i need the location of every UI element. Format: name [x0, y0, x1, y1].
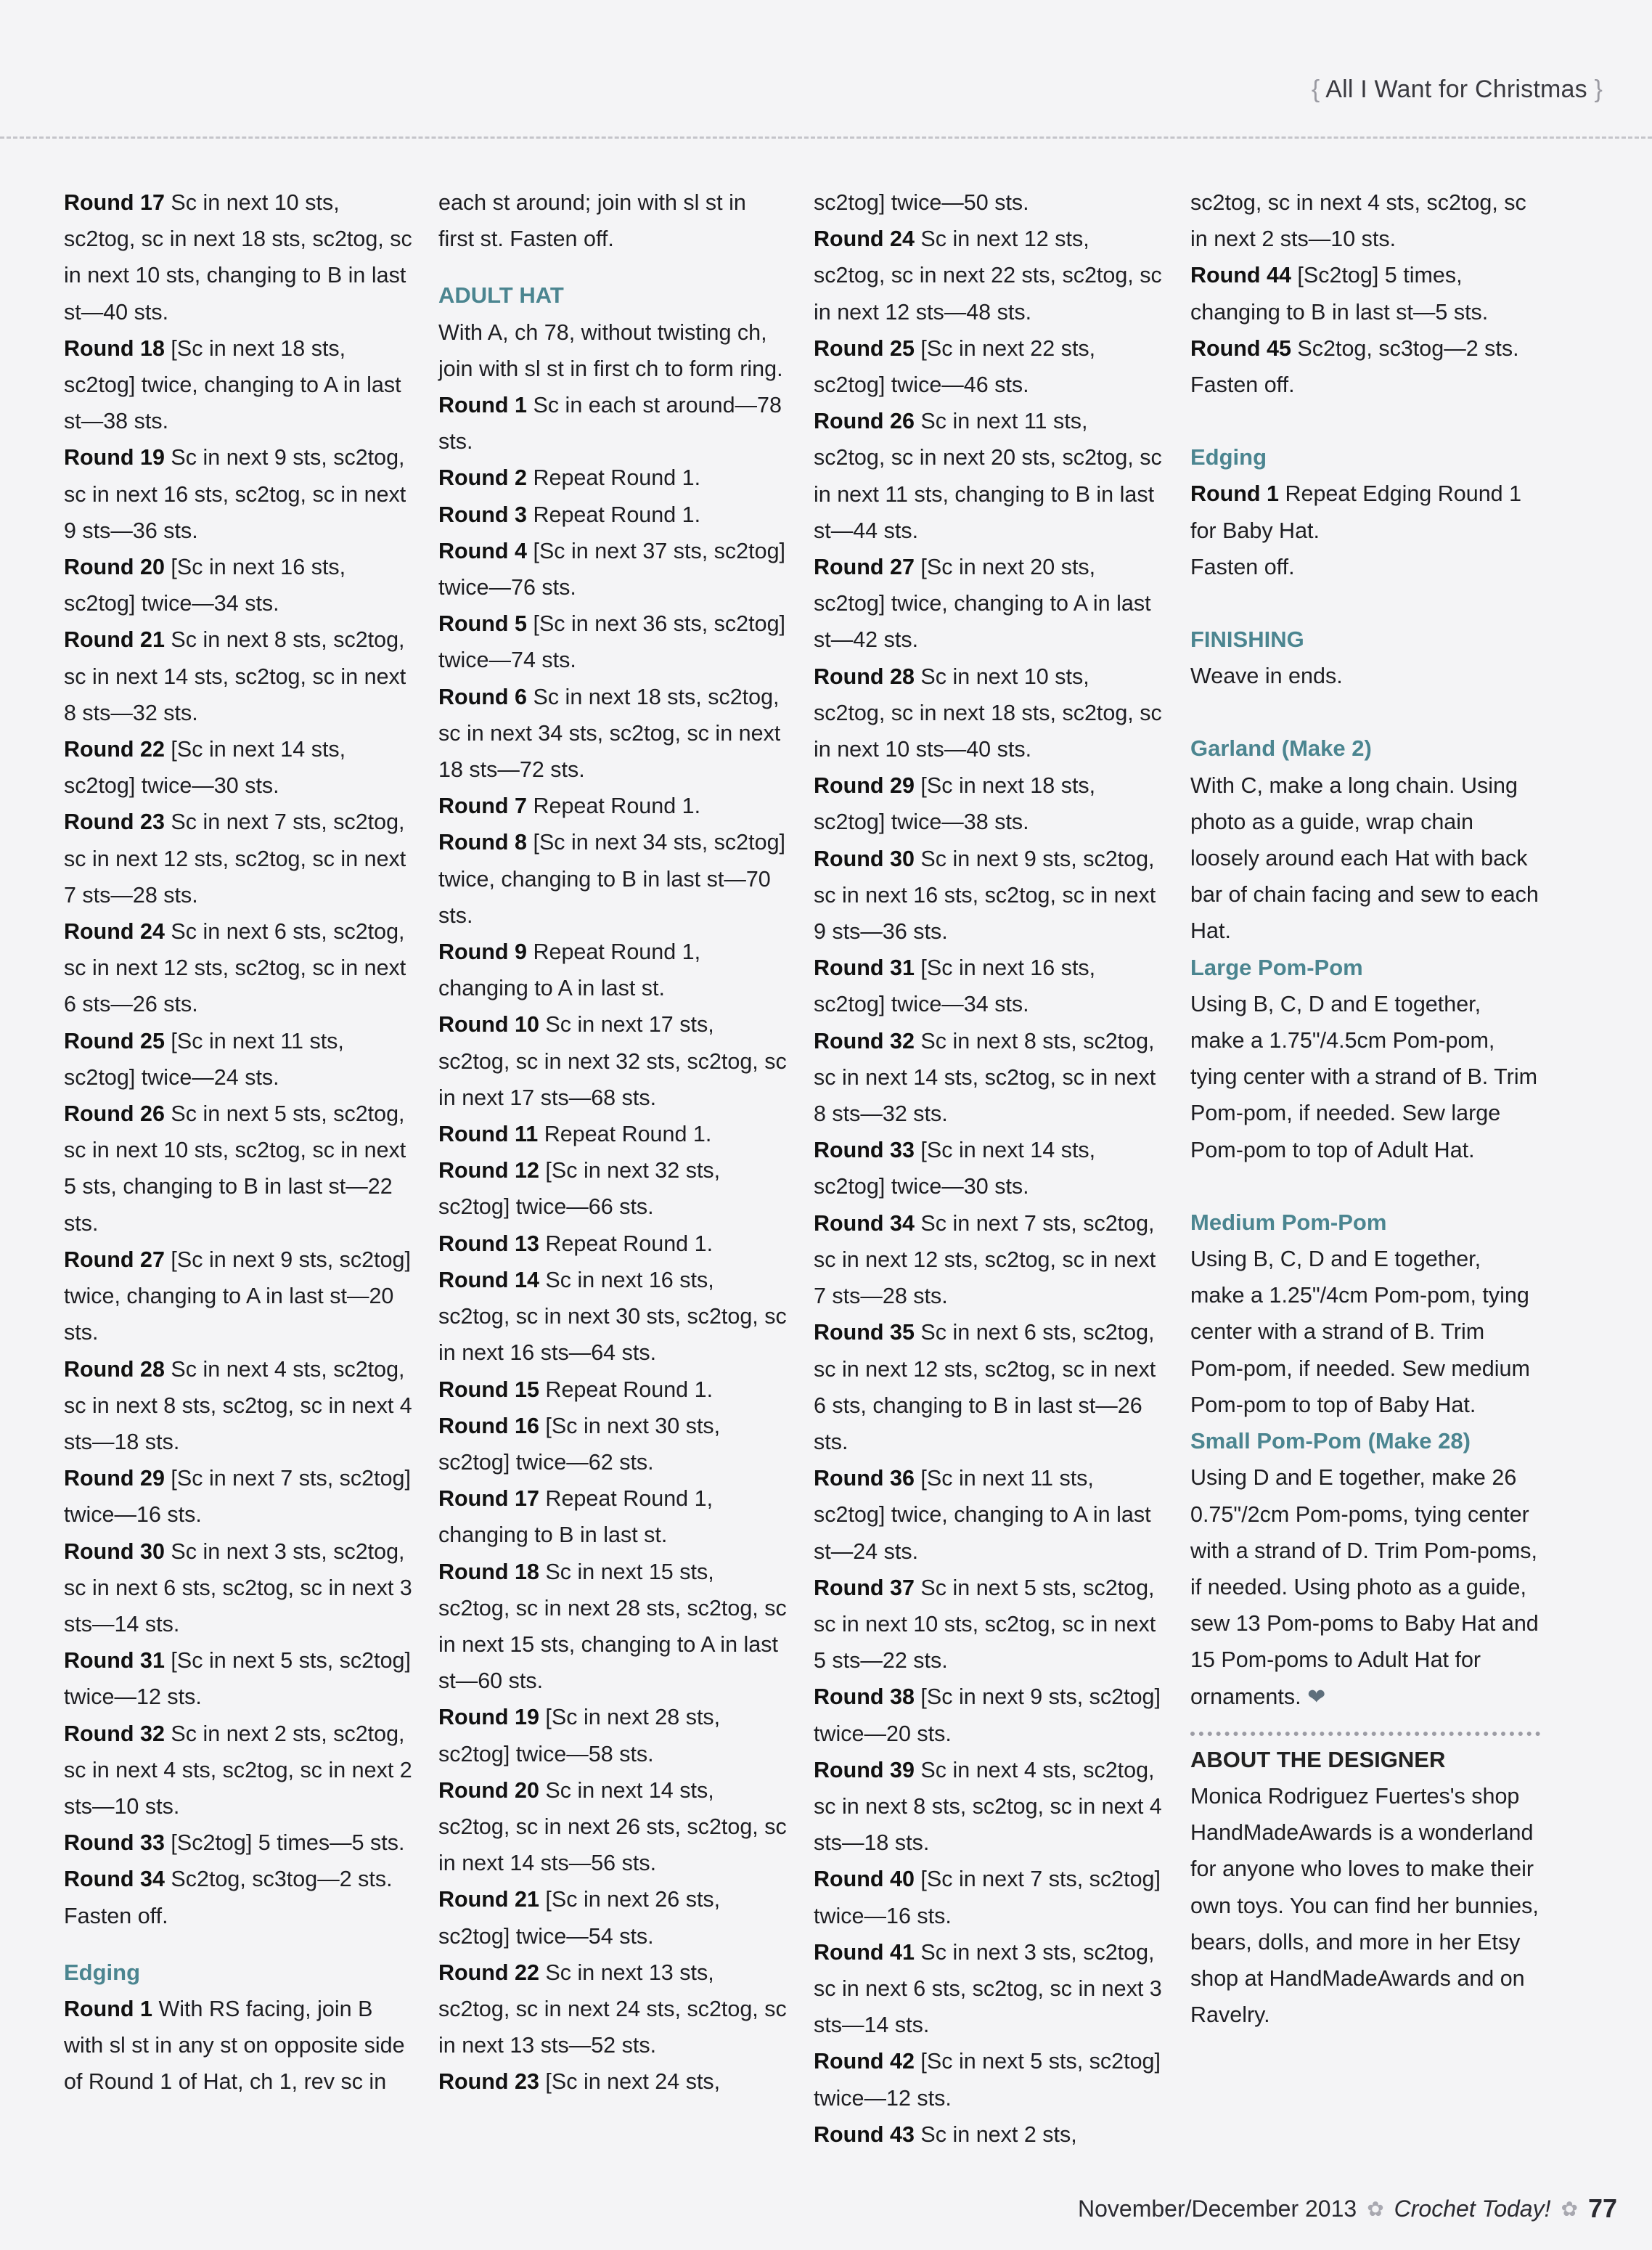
round-instruction [814, 1861, 1162, 1933]
round-instruction [64, 1716, 412, 1825]
section-heading: Large Pom-Pom [1190, 954, 1363, 980]
round-label: Round 11 [438, 1122, 539, 1147]
paragraph [1190, 1778, 1540, 2033]
instruction-text: Sc in next 2 sts, [914, 2121, 1077, 2147]
round-label: Round 45 [1190, 335, 1291, 361]
brace-left: { [1311, 76, 1326, 103]
instruction-text: Repeat Round 1. [538, 1122, 712, 1147]
round-instruction [438, 788, 787, 824]
section-heading: FINISHING [1190, 627, 1304, 653]
instruction-text: sc2tog, sc in next 4 sts, sc2tog, sc in next 2 sts—10 sts. [1190, 190, 1526, 252]
instruction-text: Sc in each st around—78 sts. [438, 393, 782, 455]
round-label: Round 26 [64, 1101, 165, 1127]
round-instruction [438, 1116, 787, 1152]
instruction-text: Repeat Round 1. [527, 465, 701, 491]
round-label: Round 8 [438, 830, 527, 855]
instruction-text: [Sc in next 28 sts, sc2tog] twice—58 sts. [438, 1705, 721, 1766]
round-label: Round 31 [64, 1648, 165, 1674]
round-label: Round 34 [814, 1210, 915, 1236]
round-label: Round 41 [814, 1939, 915, 1965]
round-instruction [438, 1152, 787, 1225]
instruction-text: [Sc in next 22 sts, sc2tog] twice—46 sts. [814, 335, 1096, 398]
instruction-text: Sc in next 14 sts, sc2tog, sc in next 26 sts, sc2tog, sc in next 14 sts—56 sts. [438, 1777, 787, 1876]
instruction-text: Sc in next 11 sts, sc2tog, sc in next 20 sts, sc2tog, sc in next 11 sts, changing to B in last st—44 sts. [814, 409, 1162, 543]
instruction-text: [Sc in next 36 sts, sc2tog] twice—74 sts. [438, 611, 786, 673]
section-heading: Garland (Make 2) [1190, 735, 1372, 762]
round-instruction [64, 330, 412, 440]
round-label: Round 40 [814, 1867, 915, 1892]
column-3 [814, 184, 1162, 2153]
round-label: Round 31 [814, 955, 915, 981]
instruction-text: Sc in next 4 sts, sc2tog, sc in next 8 sts, sc2tog, sc in next 4 sts—18 sts. [64, 1356, 412, 1454]
round-label: Round 23 [438, 2069, 539, 2095]
instruction-text: Sc in next 7 sts, sc2tog, sc in next 12 sts, sc2tog, sc in next 7 sts—28 sts. [64, 810, 406, 908]
round-instruction [64, 913, 412, 1023]
instruction-text: [Sc in next 18 sts, sc2tog] twice—38 sts. [814, 773, 1096, 835]
round-label: Round 19 [64, 445, 165, 470]
section-header [1312, 76, 1603, 104]
instruction-text: Sc in next 17 sts, sc2tog, sc in next 32 sts, sc2tog, sc in next 17 sts—68 sts. [438, 1012, 787, 1110]
round-instruction [814, 1934, 1162, 2044]
round-label: Round 21 [64, 627, 165, 653]
round-label: Round 4 [438, 538, 527, 563]
instruction-text: [Sc in next 16 sts, sc2tog] twice—34 sts. [64, 555, 346, 616]
round-instruction [814, 841, 1162, 950]
round-label: Round 13 [438, 1231, 539, 1256]
instruction-text: [Sc in next 20 sts, sc2tog] twice, changing to A in last st—42 sts. [814, 555, 1151, 653]
round-label: Round 1 [1190, 481, 1279, 507]
instruction-text: [Sc in next 18 sts, sc2tog] twice, changing to A in last st—38 sts. [64, 335, 401, 434]
round-label: Round 35 [814, 1320, 915, 1345]
round-instruction [1190, 476, 1540, 548]
instruction-text: [Sc in next 9 sts, sc2tog] twice, changing to A in last st—20 sts. [64, 1247, 411, 1345]
brace-right: } [1587, 76, 1603, 103]
round-label: Round 9 [438, 939, 527, 965]
round-instruction [814, 1460, 1162, 1570]
round-instruction [438, 460, 787, 496]
instruction-text: Repeat Round 1, changing to A in last st. [438, 939, 701, 1001]
round-instruction [438, 1881, 787, 1954]
round-label: Round 38 [814, 1684, 915, 1710]
instruction-text: Sc in next 15 sts, sc2tog, sc in next 28 sts, sc2tog, sc in next 15 sts, changing to A in last st—60 sts. [438, 1559, 787, 1694]
round-label: Round 24 [64, 919, 165, 945]
round-instruction [438, 1699, 787, 1772]
round-label: Round 24 [814, 227, 915, 252]
round-label: Round 27 [64, 1247, 165, 1272]
round-instruction [814, 1752, 1162, 1862]
round-instruction [438, 1955, 787, 2064]
section-heading: Edging [64, 1959, 141, 1985]
flower-icon: ✿ [1561, 2197, 1578, 2220]
flower-icon: ✿ [1367, 2197, 1384, 2220]
round-label: Round 34 [64, 1867, 165, 1892]
round-instruction [438, 606, 787, 678]
page-number: 77 [1587, 2193, 1617, 2223]
page-footer [1078, 2193, 1617, 2224]
round-instruction [438, 824, 787, 934]
instruction-text: [Sc2tog] 5 times, changing to B in last st—5 sts. [1190, 263, 1489, 325]
round-label: Round 28 [814, 664, 915, 689]
round-instruction [64, 1242, 412, 1351]
instruction-text: Sc2tog, sc3tog—2 sts. Fasten off. [1190, 335, 1519, 398]
round-instruction [438, 1554, 787, 1700]
instruction-text: Sc in next 8 sts, sc2tog, sc in next 14 sts, sc2tog, sc in next 8 sts—32 sts. [814, 1028, 1156, 1127]
instruction-text: [Sc in next 14 sts, sc2tog] twice—30 sts. [64, 737, 346, 799]
round-label: Round 30 [814, 846, 915, 871]
round-instruction [814, 1132, 1162, 1205]
round-label: Round 29 [814, 773, 915, 799]
round-instruction [814, 221, 1162, 330]
round-label: Round 18 [438, 1559, 539, 1584]
round-instruction [64, 549, 412, 621]
section-heading: Edging [1190, 444, 1267, 470]
instruction-text: [Sc in next 30 sts, sc2tog] twice—62 sts. [438, 1413, 721, 1475]
round-label: Round 17 [438, 1486, 539, 1512]
round-label: Round 3 [438, 502, 527, 527]
round-instruction [814, 1570, 1162, 1679]
instruction-text: [Sc in next 5 sts, sc2tog] twice—12 sts. [814, 2049, 1161, 2111]
round-label: Round 36 [814, 1466, 915, 1491]
round-instruction [1190, 330, 1540, 403]
instruction-text: Sc in next 3 sts, sc2tog, sc in next 6 sts, sc2tog, sc in next 3 sts—14 sts. [814, 1939, 1162, 2038]
round-label: Round 5 [438, 611, 527, 637]
instruction-text: Repeat Round 1, changing to B in last st. [438, 1486, 713, 1548]
paragraph [1190, 986, 1540, 1168]
instruction-text: Using B, C, D and E together, make a 1.25"/4cm Pom-pom, tying center with a strand of B. Trim Pom-pom, if needed. Sew medium Pom-pom to top of Baby Hat. [1190, 1247, 1530, 1417]
round-instruction [64, 184, 412, 330]
instruction-text: Sc in next 18 sts, sc2tog, sc in next 34 sts, sc2tog, sc in next 18 sts—72 sts. [438, 684, 781, 783]
round-label: Round 16 [438, 1413, 539, 1438]
instruction-text: Sc2tog, sc3tog—2 sts. Fasten off. [64, 1867, 393, 1928]
round-instruction [438, 1772, 787, 1882]
section-title: All I Want for Christmas [1325, 76, 1587, 103]
instruction-text: Sc in next 5 sts, sc2tog, sc in next 10 sts, sc2tog, sc in next 5 sts, changing to B in last st—22 sts. [64, 1101, 406, 1236]
round-instruction [64, 1351, 412, 1461]
round-instruction [64, 804, 412, 913]
round-label: Round 29 [64, 1466, 165, 1491]
instruction-text: Using D and E together, make 26 0.75"/2cm Pom-poms, tying center with a strand of D. Trim Pom-poms, if needed. Using photo as a guide, sew 13 Pom-poms to Baby Hat and 15 Pom-poms to Adult Hat for ornaments. [1190, 1465, 1539, 1709]
round-instruction [1190, 257, 1540, 330]
round-instruction [64, 1096, 412, 1242]
paragraph [1190, 767, 1540, 950]
magazine-name: Crochet Today! [1394, 2195, 1551, 2222]
round-label: Round 33 [64, 1830, 165, 1856]
round-instruction [438, 1408, 787, 1480]
round-label: Round 25 [814, 335, 915, 361]
paragraph [1190, 1241, 1540, 1423]
designer-heading: ABOUT THE DESIGNER [1190, 1746, 1446, 1772]
instruction-text: With RS facing, join B with sl st in any st on opposite side of Round 1 of Hat, ch 1, rev sc in [64, 1996, 405, 2095]
round-instruction [814, 1679, 1162, 1751]
round-label: Round 19 [438, 1705, 539, 1730]
round-label: Round 22 [438, 1960, 539, 1985]
round-label: Round 33 [814, 1138, 915, 1163]
instruction-text: Sc in next 9 sts, sc2tog, sc in next 16 sts, sc2tog, sc in next 9 sts—36 sts. [64, 445, 406, 543]
instruction-text: Fasten off. [1190, 554, 1295, 579]
round-label: Round 37 [814, 1575, 915, 1600]
round-label: Round 12 [438, 1158, 539, 1183]
instruction-text: [Sc in next 9 sts, sc2tog] twice—20 sts. [814, 1684, 1161, 1746]
round-label: Round 20 [438, 1777, 539, 1803]
instruction-text: [Sc in next 5 sts, sc2tog] twice—12 sts. [64, 1648, 411, 1710]
round-label: Round 25 [64, 1028, 165, 1053]
round-instruction [64, 1460, 412, 1533]
instruction-text: Sc in next 9 sts, sc2tog, sc in next 16 sts, sc2tog, sc in next 9 sts—36 sts. [814, 846, 1156, 945]
paragraph [1190, 658, 1540, 694]
instruction-text: Sc in next 13 sts, sc2tog, sc in next 24 sts, sc2tog, sc in next 13 sts—52 sts. [438, 1960, 787, 2058]
instruction-text: [Sc in next 11 sts, sc2tog] twice—24 sts. [64, 1028, 344, 1090]
instruction-text: Sc in next 4 sts, sc2tog, sc in next 8 sts, sc2tog, sc in next 4 sts—18 sts. [814, 1757, 1162, 1856]
instruction-text: [Sc in next 32 sts, sc2tog] twice—66 sts. [438, 1158, 721, 1220]
instruction-text: Sc in next 3 sts, sc2tog, sc in next 6 sts, sc2tog, sc in next 3 sts—14 sts. [64, 1538, 412, 1636]
round-label: Round 22 [64, 737, 165, 762]
round-label: Round 14 [438, 1267, 539, 1292]
paragraph [814, 184, 1162, 221]
round-instruction [814, 1314, 1162, 1460]
round-instruction [438, 2063, 787, 2100]
round-label: Round 7 [438, 794, 527, 819]
round-label: Round 6 [438, 684, 527, 709]
instruction-text: [Sc in next 11 sts, sc2tog] twice, changing to A in last st—24 sts. [814, 1466, 1151, 1564]
round-instruction [64, 621, 412, 731]
round-instruction [438, 533, 787, 606]
round-label: Round 17 [64, 190, 165, 215]
round-label: Round 32 [64, 1721, 165, 1746]
paragraph [1190, 1459, 1540, 1715]
round-instruction [814, 767, 1162, 840]
instruction-text: Sc in next 7 sts, sc2tog, sc in next 12 sts, sc2tog, sc in next 7 sts—28 sts. [814, 1210, 1156, 1309]
round-instruction [438, 497, 787, 533]
instruction-text: Sc in next 2 sts, sc2tog, sc in next 4 sts, sc2tog, sc in next 2 sts—10 sts. [64, 1721, 412, 1819]
round-label: Round 28 [64, 1356, 165, 1382]
instruction-text: Weave in ends. [1190, 664, 1343, 689]
round-label: Round 26 [814, 409, 915, 434]
round-label: Round 2 [438, 465, 527, 491]
paragraph [1190, 184, 1540, 257]
round-instruction [64, 1023, 412, 1096]
round-instruction [814, 549, 1162, 659]
round-label: Round 30 [64, 1538, 165, 1564]
paragraph [438, 184, 787, 257]
instruction-text: Monica Rodriguez Fuertes's shop HandMadeAwards is a wonderland for anyone who loves to make their own toys. You can find her bunnies, bears, dolls, and more in her Etsy shop at HandMadeAwards and on Ravelry. [1190, 1783, 1539, 2028]
round-instruction [64, 1991, 412, 2100]
instruction-text: Sc in next 6 sts, sc2tog, sc in next 12 sts, sc2tog, sc in next 6 sts, changing to B in last st—26 sts. [814, 1320, 1156, 1454]
instruction-text: Sc in next 10 sts, sc2tog, sc in next 18 sts, sc2tog, sc in next 10 sts, changing to B in last st—40 sts. [64, 190, 412, 325]
round-instruction [438, 1480, 787, 1553]
paragraph [1190, 549, 1540, 585]
instruction-text: Using B, C, D and E together, make a 1.75"/4.5cm Pom-pom, tying center with a strand of B. Trim Pom-pom, if needed. Sew large Pom-pom to top of Adult Hat. [1190, 991, 1538, 1162]
section-heading: Small Pom-Pom (Make 28) [1190, 1428, 1471, 1454]
instruction-text: [Sc in next 7 sts, sc2tog] twice—16 sts. [64, 1466, 411, 1528]
round-instruction [438, 1262, 787, 1371]
round-label: Round 21 [438, 1887, 539, 1912]
instruction-text: [Sc2tog] 5 times—5 sts. [164, 1830, 405, 1856]
instruction-text: Repeat Round 1. [527, 794, 701, 819]
round-instruction [814, 403, 1162, 549]
instruction-text: Sc in next 5 sts, sc2tog, sc in next 10 sts, sc2tog, sc in next 5 sts—22 sts. [814, 1575, 1156, 1674]
instruction-text: With C, make a long chain. Using photo as a guide, wrap chain loosely around each Hat with back bar of chain facing and sew to each Hat. [1190, 773, 1539, 944]
round-instruction [438, 1006, 787, 1116]
round-instruction [438, 934, 787, 1006]
round-instruction [64, 1825, 412, 1861]
instruction-text: Sc in next 8 sts, sc2tog, sc in next 14 sts, sc2tog, sc in next 8 sts—32 sts. [64, 627, 406, 725]
instruction-text: [Sc in next 26 sts, sc2tog] twice—54 sts. [438, 1887, 721, 1949]
round-label: Round 1 [438, 393, 527, 418]
column-4 [1190, 184, 1540, 2033]
round-instruction [438, 1226, 787, 1262]
issue-date: November/December 2013 [1078, 2195, 1357, 2222]
instruction-text: Repeat Round 1. [539, 1231, 713, 1256]
round-label: Round 15 [438, 1377, 539, 1402]
round-instruction [64, 1533, 412, 1643]
instruction-text: each st around; join with sl st in first st. Fasten off. [438, 190, 746, 252]
round-label: Round 20 [64, 555, 165, 580]
instruction-text: Repeat Edging Round 1 for Baby Hat. [1190, 481, 1522, 543]
section-heading: Medium Pom-Pom [1190, 1209, 1387, 1235]
instruction-text: [Sc in next 7 sts, sc2tog] twice—16 sts. [814, 1867, 1161, 1928]
instruction-text: Repeat Round 1. [539, 1377, 713, 1402]
round-instruction [814, 950, 1162, 1022]
instruction-text: Sc in next 16 sts, sc2tog, sc in next 30 sts, sc2tog, sc in next 16 sts—64 sts. [438, 1267, 787, 1366]
round-label: Round 32 [814, 1028, 915, 1053]
round-instruction [64, 439, 412, 549]
round-label: Round 1 [64, 1996, 152, 2021]
round-instruction [814, 1205, 1162, 1315]
round-instruction [438, 387, 787, 460]
column-2 [438, 184, 787, 2100]
round-label: Round 23 [64, 810, 165, 835]
section-divider [1190, 1732, 1540, 1736]
header-divider [0, 136, 1652, 139]
round-instruction [814, 2043, 1162, 2116]
round-instruction [64, 731, 412, 804]
round-instruction [814, 659, 1162, 768]
round-label: Round 10 [438, 1012, 539, 1038]
instruction-text: [Sc in next 14 sts, sc2tog] twice—30 sts. [814, 1138, 1096, 1199]
round-label: Round 44 [1190, 263, 1291, 288]
column-1 [64, 184, 412, 2100]
paragraph [438, 314, 787, 387]
round-instruction [64, 1642, 412, 1715]
round-label: Round 27 [814, 555, 915, 580]
instruction-text: [Sc in next 16 sts, sc2tog] twice—34 sts. [814, 955, 1096, 1017]
instruction-text: [Sc in next 37 sts, sc2tog] twice—76 sts. [438, 538, 786, 600]
round-label: Round 18 [64, 335, 165, 361]
instruction-text: [Sc in next 24 sts, [539, 2069, 721, 2095]
round-instruction [64, 1861, 412, 1933]
instruction-text: Sc in next 12 sts, sc2tog, sc in next 22 sts, sc2tog, sc in next 12 sts—48 sts. [814, 227, 1162, 325]
round-instruction [438, 1371, 787, 1408]
round-label: Round 42 [814, 2049, 915, 2074]
round-instruction [814, 1023, 1162, 1133]
round-instruction [814, 330, 1162, 403]
instruction-text: [Sc in next 34 sts, sc2tog] twice, changing to B in last st—70 sts. [438, 830, 786, 928]
instruction-text: Sc in next 10 sts, sc2tog, sc in next 18 sts, sc2tog, sc in next 10 sts—40 sts. [814, 664, 1162, 762]
section-heading: ADULT HAT [438, 282, 564, 309]
instruction-text: sc2tog] twice—50 sts. [814, 190, 1029, 215]
instruction-text: Sc in next 6 sts, sc2tog, sc in next 12 sts, sc2tog, sc in next 6 sts—26 sts. [64, 919, 406, 1017]
instruction-text: Repeat Round 1. [527, 502, 701, 527]
round-instruction [438, 679, 787, 788]
round-instruction [814, 2116, 1162, 2153]
instruction-text: With A, ch 78, without twisting ch, join with sl st in first ch to form ring. [438, 319, 783, 381]
heart-icon: ❤ [1307, 1684, 1326, 1709]
round-label: Round 43 [814, 2121, 915, 2147]
round-label: Round 39 [814, 1757, 915, 1782]
